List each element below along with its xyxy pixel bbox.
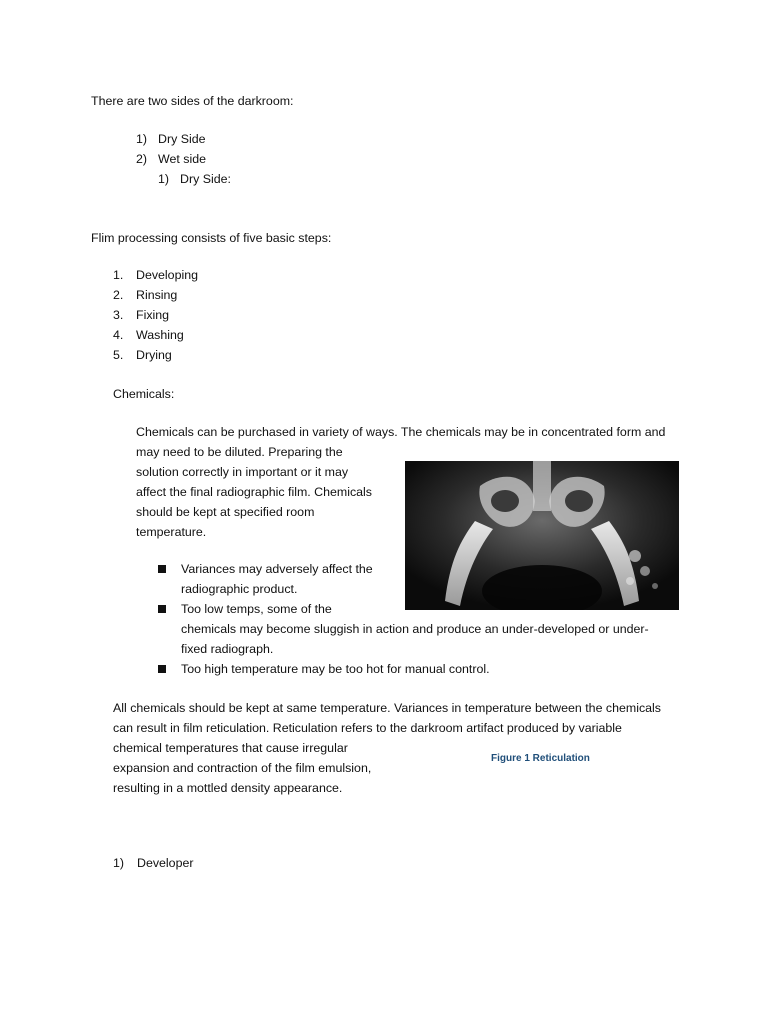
step-number: 4. bbox=[113, 328, 124, 342]
chemicals-paragraph-line: solution correctly in important or it may bbox=[136, 465, 349, 479]
reticulation-paragraph-line: expansion and contraction of the film emulsion, bbox=[113, 761, 372, 775]
list-number: 1) bbox=[158, 172, 170, 186]
bullet-text-line: Variances may adversely affect the bbox=[181, 562, 373, 576]
chemicals-heading: Chemicals: bbox=[113, 387, 175, 401]
processing-heading: Flim processing consists of five basic steps: bbox=[91, 231, 332, 245]
bullet-text-line: radiographic product. bbox=[181, 582, 298, 596]
bullet-square-icon bbox=[158, 605, 166, 613]
step-rinsing: Rinsing bbox=[136, 288, 178, 302]
reticulation-paragraph-line: All chemicals should be kept at same temperature. Variances in temperature between the chemicals bbox=[113, 701, 661, 715]
list-number: 1) bbox=[113, 856, 125, 870]
bullet-text-line: chemicals may become sluggish in action and produce an under-developed or under- bbox=[181, 622, 649, 636]
bullet-square-icon bbox=[158, 665, 166, 673]
step-number: 5. bbox=[113, 348, 124, 362]
xray-graphic bbox=[405, 461, 679, 610]
reticulation-paragraph-line: chemical temperatures that cause irregular bbox=[113, 741, 348, 755]
step-developing: Developing bbox=[136, 268, 198, 282]
reticulation-paragraph-line: can result in film reticulation. Reticulation refers to the darkroom artifact produced by variable bbox=[113, 721, 622, 735]
list-item-wet-side: Wet side bbox=[158, 152, 206, 166]
step-drying: Drying bbox=[136, 348, 172, 362]
reticulation-xray-image bbox=[405, 461, 679, 610]
step-fixing: Fixing bbox=[136, 308, 170, 322]
step-number: 1. bbox=[113, 268, 124, 282]
bullet-text-line: fixed radiograph. bbox=[181, 642, 274, 656]
chemicals-paragraph-line: should be kept at specified room bbox=[136, 505, 315, 519]
list-number: 2) bbox=[136, 152, 148, 166]
step-washing: Washing bbox=[136, 328, 184, 342]
step-number: 3. bbox=[113, 308, 124, 322]
list-item-dry-side-sub: Dry Side: bbox=[180, 172, 231, 186]
chemicals-paragraph-line: affect the final radiographic film. Chemicals bbox=[136, 485, 372, 499]
list-number: 1) bbox=[136, 132, 148, 146]
bullet-text-line: Too low temps, some of the bbox=[181, 602, 332, 616]
chemicals-paragraph-line: Chemicals can be purchased in variety of ways. The chemicals may be in concentrated form and bbox=[136, 425, 666, 439]
list-item-dry-side: Dry Side bbox=[158, 132, 206, 146]
developer-heading: Developer bbox=[137, 856, 194, 870]
step-number: 2. bbox=[113, 288, 124, 302]
figure-caption: Figure 1 Reticulation bbox=[491, 753, 590, 764]
bullet-text-line: Too high temperature may be too hot for manual control. bbox=[181, 662, 490, 676]
bullet-square-icon bbox=[158, 565, 166, 573]
chemicals-paragraph-line: may need to be diluted. Preparing the bbox=[136, 445, 343, 459]
chemicals-paragraph-line: temperature. bbox=[136, 525, 207, 539]
darkroom-heading: There are two sides of the darkroom: bbox=[91, 94, 294, 108]
reticulation-paragraph-line: resulting in a mottled density appearance. bbox=[113, 781, 343, 795]
